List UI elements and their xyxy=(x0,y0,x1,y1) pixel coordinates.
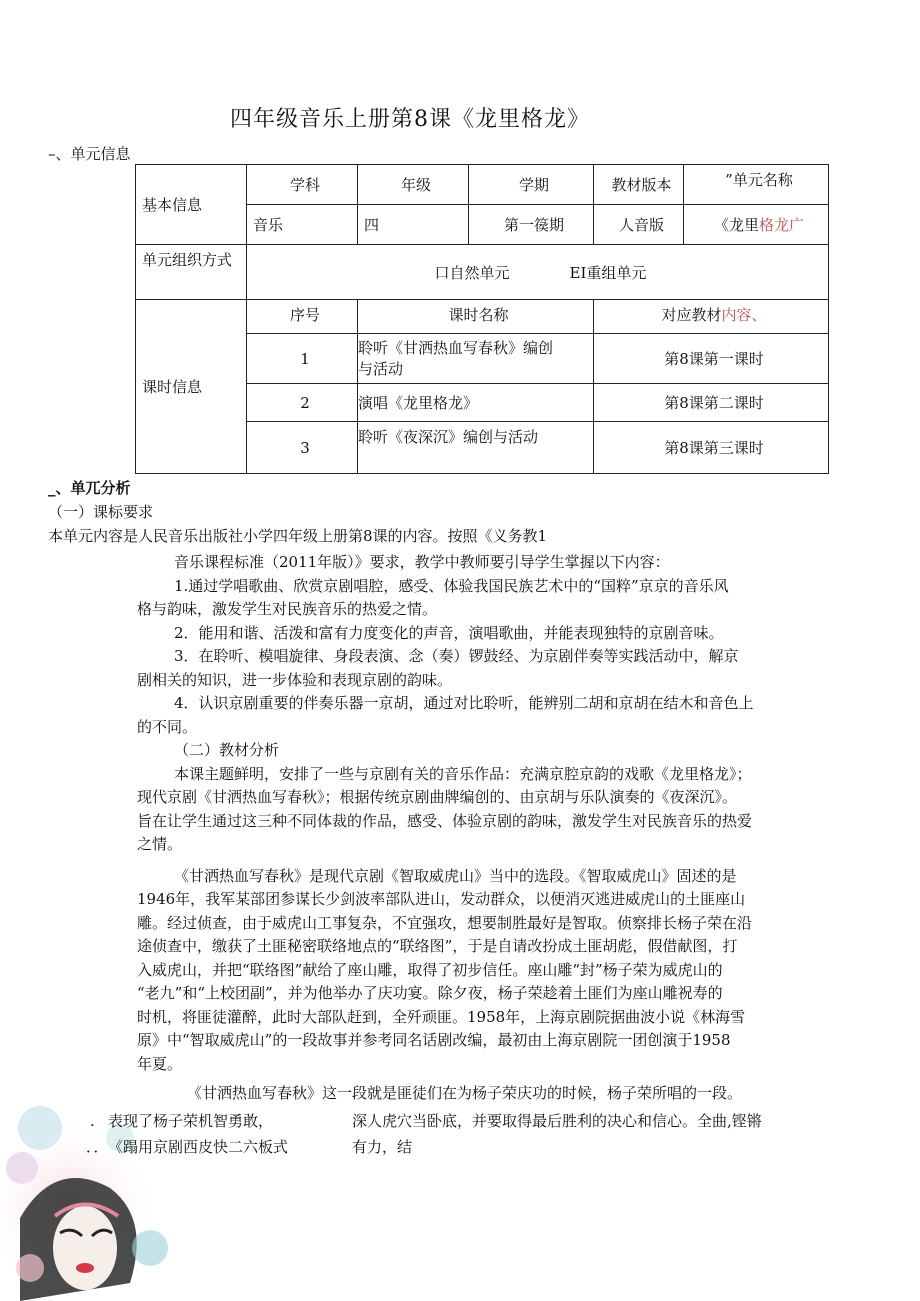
item-3-line-1: 3．在聆听、模唱旋律、身段表演、念（奏）锣鼓经、为京剧伴奏等实践活动中，解京 xyxy=(174,647,739,665)
header-unit-name: ”单元名称 xyxy=(684,165,829,205)
para3-right-line-2: 有力，结 xyxy=(352,1138,413,1156)
header-subject: 学科 xyxy=(247,165,358,205)
mark-dot-1: . xyxy=(90,1112,95,1130)
header-term: 学期 xyxy=(469,165,594,205)
item-3-line-2: 剧相关的知识，进一步体验和表现京剧的韵味。 xyxy=(137,670,453,689)
lesson-name: 演唱《龙里格龙》 xyxy=(358,384,594,422)
lesson-content: 第8课第三课时 xyxy=(594,422,829,474)
value-unit-name xyxy=(684,205,829,245)
subheading-curriculum: （一）课标要求 xyxy=(48,503,154,521)
section-unit-info-heading: –、单元信息 xyxy=(48,145,131,163)
item-4-line-1: 4．认识京剧重要的伴奏乐器一京胡，通过对比聆听，能辨别二胡和京胡在结木和音色上 xyxy=(174,694,754,712)
para3-right-line-1: 深人虎穴当卧底，并要取得最后胜利的决心和信心。全曲,铿锵 xyxy=(352,1112,762,1130)
unit-info-table xyxy=(135,164,829,474)
lesson-header-no: 序号 xyxy=(247,300,358,334)
value-term: 第一篌期 xyxy=(469,205,594,245)
lesson-no: 2 xyxy=(247,384,358,422)
lesson-no: 1 xyxy=(247,334,358,384)
lesson-info-label: 课时信息 xyxy=(136,300,247,474)
page-title: 四年级音乐上册第8课《龙里格龙》 xyxy=(230,107,590,132)
para2-line: 时机，将匪徒灌醉，此时大部队赶到，全歼顽匪。1958年，上海京剧院据曲波小说《林海雪 xyxy=(137,1007,746,1026)
org-label: 单元组织方式 xyxy=(136,245,247,300)
para2-line: 原》中“智取威虎山”的一段故事并参考同名话剧改编，最初由上海京剧院一团创演于1958 xyxy=(137,1031,731,1049)
lesson-no: 3 xyxy=(247,422,358,474)
para1-line: 本课主题鲜明，安排了一些与京剧有关的音乐作品：充满京腔京韵的戏歌《龙里格龙》； xyxy=(174,764,752,783)
lesson-header-content-red: 内容、 xyxy=(721,306,767,324)
intro-line-2: 音乐课程标准（2011年版）》要求，教学中教师要引导学生掌握以下内容： xyxy=(174,553,670,571)
unit-name-prefix: 《龙里 xyxy=(713,216,759,234)
lesson-content: 第8课第一课时 xyxy=(594,334,829,384)
para1-line: 现代京剧《甘洒热血写春秋》；根据传统京剧曲牌编创的、由京胡与乐队演奏的《夜深沉》。 xyxy=(137,788,738,806)
value-grade: 四 xyxy=(358,205,469,245)
lesson-name: 聆听《甘洒热血写春秋》编创与活动 xyxy=(358,334,594,384)
item-1-line-1: 1.通过学唱歌曲、欣赏京剧唱腔，感受、体验我国民族艺术中的“国粹”京京的音乐风 xyxy=(174,576,729,595)
para1-line: 之情。 xyxy=(137,835,183,853)
item-1-line-2: 格与韵味，激发学生对民族音乐的热爱之情。 xyxy=(137,600,438,618)
lesson-header-name: 课时名称 xyxy=(358,300,594,334)
mark-dot-2: ．． xyxy=(86,1138,109,1156)
lesson-name: 聆听《夜深沉》编创与活动 xyxy=(358,422,594,474)
para3-line-1: 《甘洒热血写春秋》这一段就是匪徒们在为杨子荣庆功的时候，杨子荣所唱的一段。 xyxy=(187,1084,743,1102)
org-value: 口自然单元 EI重组单元 xyxy=(247,245,829,300)
subheading-material-analysis: （二）教材分析 xyxy=(174,741,280,759)
para2-line: 雕。经过侦查，由于威虎山工事复杂，不宜强攻，想要制胜最好是智取。侦察排长杨子荣在沿 xyxy=(137,913,753,932)
value-subject: 音乐 xyxy=(247,205,358,245)
para1-line: 旨在让学生通过这三种不同体裁的作品，感受、体验京剧的韵味，激发学生对民族音乐的热爱 xyxy=(137,811,753,830)
header-edition: 教材版本 xyxy=(594,165,684,205)
basic-info-label: 基本信息 xyxy=(136,165,247,245)
item-2-line-1: 2．能用和谐、活泼和富有力度变化的声音，演唱歌曲，并能表现独特的京剧音味。 xyxy=(174,623,724,642)
lesson-header-content-text: 对应教材 xyxy=(661,306,722,324)
para2-line: 年夏。 xyxy=(137,1054,183,1073)
para3-left-line-1: 表现了杨子荣机智勇敢， xyxy=(108,1112,274,1130)
value-edition: 人音版 xyxy=(594,205,684,245)
lesson-content: 第8课第二课时 xyxy=(594,384,829,422)
header-grade: 年级 xyxy=(358,165,469,205)
unit-name-red: 格龙广 xyxy=(759,216,805,234)
para3-left-line-2: 《蹋用京剧西皮快二六板式 xyxy=(108,1138,289,1156)
requirements-block xyxy=(137,551,837,1106)
para2-line: “老九”和“上校团副”，并为他举办了庆功宴。除夕夜，杨子荣趁着土匪们为座山雕祝寿的 xyxy=(137,984,723,1002)
para2-line: 1946年，我军某部团参谋长少剑波率部队进山，发动群众，以便消灭逃进威虎山的土匪座山 xyxy=(137,890,746,908)
intro-line-1: 本单元内容是人民音乐出版社小学四年级上册第8课的内容。按照《义务教1 xyxy=(48,527,548,545)
section-unit-analysis-heading: _、单兀分析 xyxy=(48,479,131,497)
item-4-line-2: 的不同。 xyxy=(137,717,198,736)
para2-line: 入威虎山，并把“联络图”献给了座山雕，取得了初步信任。座山雕“封”杨子荣为威虎山的 xyxy=(137,960,723,979)
lesson-header-content xyxy=(594,300,829,334)
para2-line: 《甘洒热血写春秋》是现代京剧《智取威虎山》当中的选段。《智取威虎山》固述的是 xyxy=(174,866,737,885)
para2-line: 途侦查中，缴获了土匪秘密联络地点的“联络图”，于是自请改扮成土匪胡彪，假借献图，打 xyxy=(137,937,738,955)
